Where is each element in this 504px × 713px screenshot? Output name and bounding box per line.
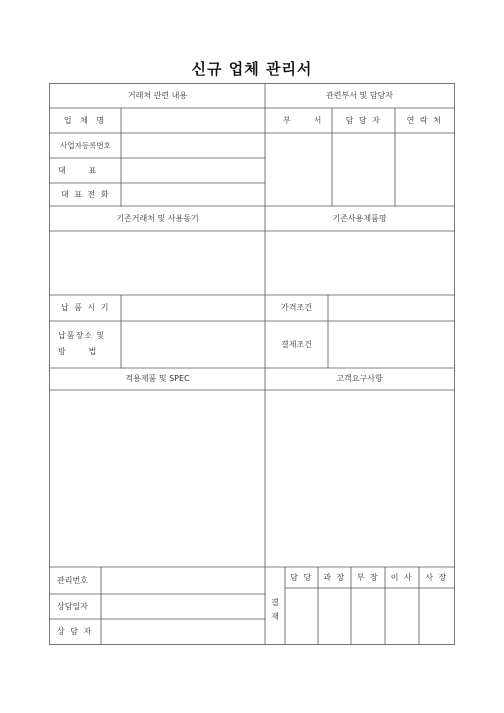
consultant-field[interactable] [101, 619, 265, 644]
payment-terms-field[interactable] [328, 321, 454, 368]
price-terms-field[interactable] [328, 295, 454, 321]
mgmt-no-field[interactable] [101, 567, 265, 594]
label-delivery-place-1: 납품장소 및 [58, 331, 106, 340]
label-price-terms: 가격조건 [281, 303, 312, 312]
section-applied-product: 적용제품 및 SPEC [125, 374, 190, 383]
section-related-dept: 관련부서 및 담당자 [326, 91, 393, 100]
approval-sign-manager[interactable] [318, 588, 351, 644]
label-consultant: 상 담 자 [57, 626, 93, 636]
representative-field[interactable] [121, 158, 265, 183]
dept-header-dept: 부 서 [283, 115, 322, 125]
section-customer-req: 고객요구사항 [336, 374, 383, 383]
consult-date-field[interactable] [101, 594, 265, 619]
label-delivery-time: 납 품 시 기 [60, 303, 111, 312]
label-company-name: 업 체 명 [63, 115, 108, 125]
approval-role-manager: 과 장 [323, 572, 346, 582]
section-prev-trade: 기존거래처 및 사용동기 [116, 213, 199, 223]
dept-person-field[interactable] [332, 133, 395, 206]
approval-sign-ceo[interactable] [419, 588, 454, 644]
label-mgmt-no: 관리번호 [57, 575, 88, 585]
approval-sign-dept-head[interactable] [351, 588, 385, 644]
prev-product-field[interactable] [265, 231, 454, 295]
delivery-time-field[interactable] [121, 295, 265, 321]
approval-sign-director[interactable] [385, 588, 419, 644]
approval-role-director: 이 사 [390, 572, 414, 582]
section-trade-info: 거래처 관련 내용 [127, 91, 188, 100]
biz-reg-no-field[interactable] [121, 133, 265, 158]
dept-header-contact: 연 락 처 [406, 115, 443, 125]
prev-trade-field[interactable] [50, 231, 265, 295]
label-biz-reg-no: 사업자등록번호 [60, 140, 111, 150]
dept-field[interactable] [265, 133, 332, 206]
approval-role-dept-head: 부 장 [356, 572, 380, 582]
page-title: 신규 업체 관리서 [191, 60, 313, 78]
section-prev-product: 기존사용제품명 [332, 213, 387, 223]
label-payment-terms: 결제조건 [281, 339, 312, 349]
label-consult-date: 상담일자 [57, 601, 88, 611]
approval-label: 결 재 [271, 598, 279, 621]
applied-product-field[interactable] [50, 390, 265, 567]
customer-req-field[interactable] [265, 390, 454, 567]
approval-role-staff: 담 당 [290, 572, 313, 582]
approval-sign-staff[interactable] [285, 588, 318, 644]
label-rep-phone: 대 표 전 화 [60, 189, 111, 199]
company-name-field[interactable] [121, 108, 265, 133]
label-delivery-place-2: 방 법 [58, 347, 97, 356]
rep-phone-field[interactable] [121, 183, 265, 206]
dept-contact-field[interactable] [395, 133, 454, 206]
dept-header-person: 담 당 자 [345, 115, 382, 125]
approval-role-ceo: 사 장 [425, 572, 448, 582]
label-representative: 대 표 [58, 165, 97, 175]
delivery-place-field[interactable] [121, 321, 265, 368]
